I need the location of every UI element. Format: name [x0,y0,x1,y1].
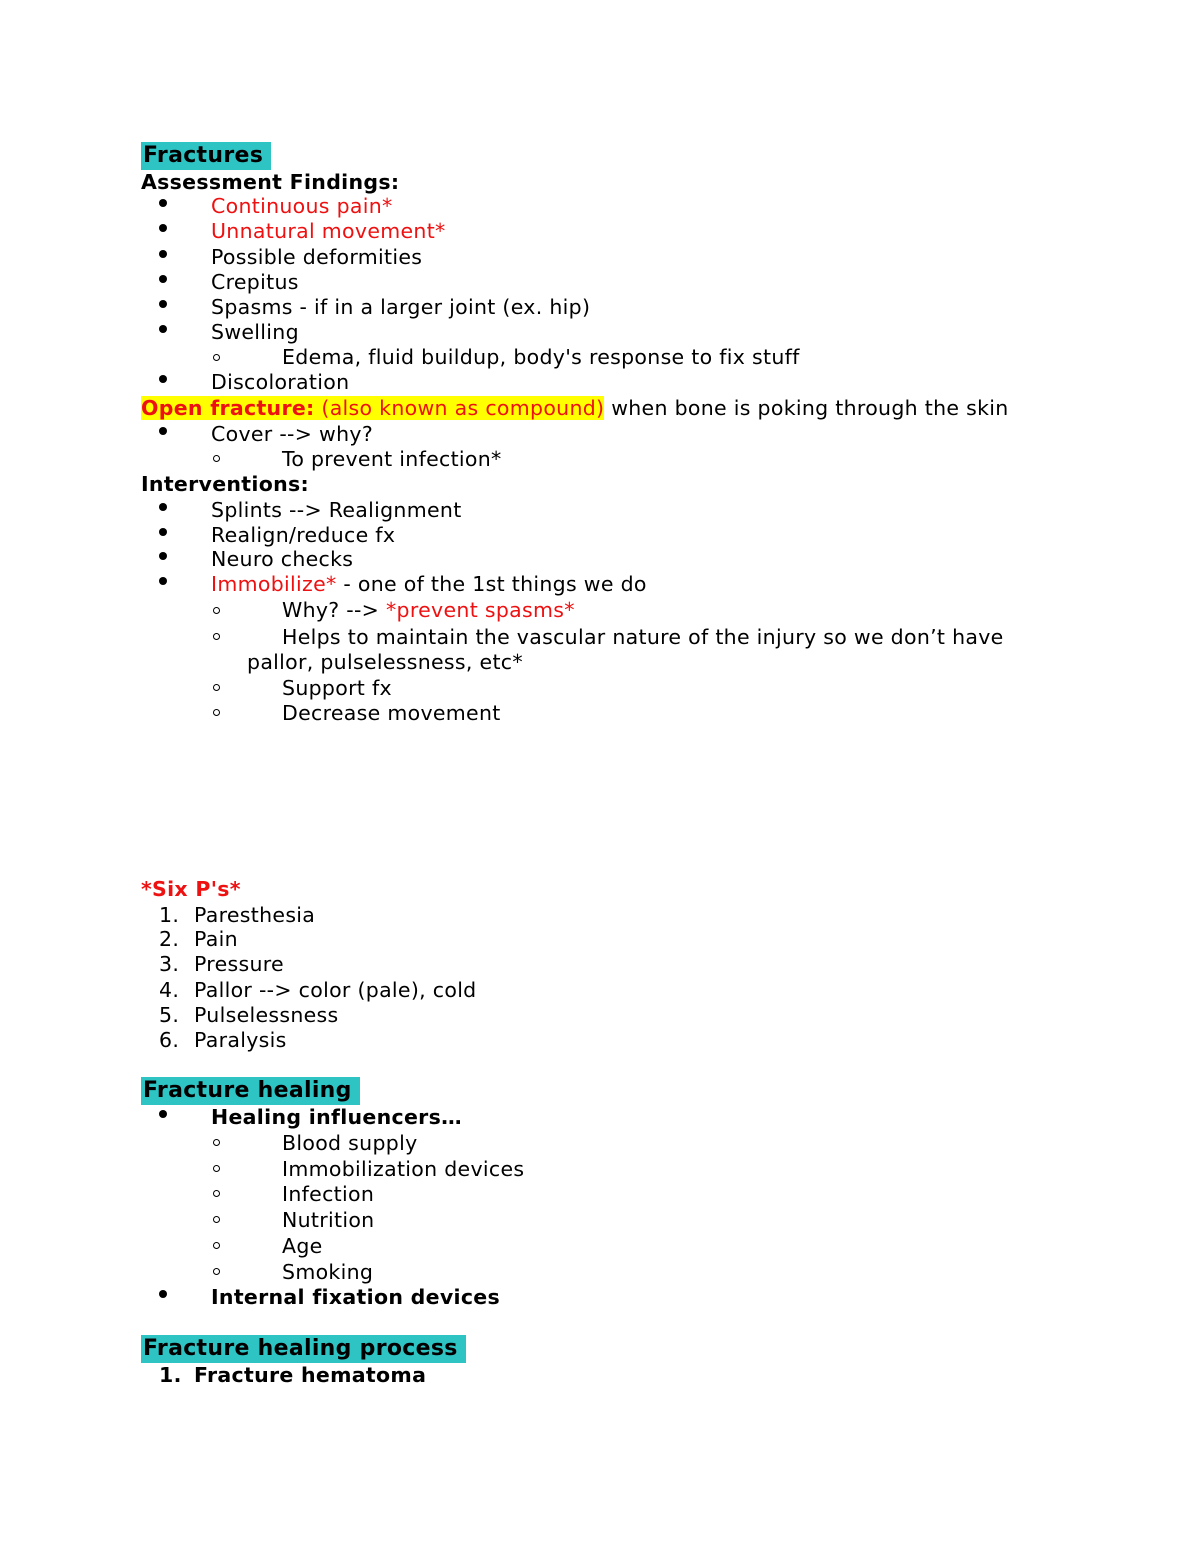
circle-bullet-icon [213,1216,220,1223]
fractures-heading [141,142,271,168]
document-page: Fractures Assessment Findings: Continuous pain* Unnatural movement* Possible deformities Crepitus Spasms - if in a larger joint (ex. hip) Swelling Edema, fluid buildup, body's response to fix stuff Discoloration Open fracture: (also known as compound) when bone is poking through the skin Cover --> why? To prevent infection* Interventions: Splints --> Realignment Realign/reduce fx Neuro checks Immobilize* - one of the 1st things we do Why? --> *prevent spasms* Helps to maintain the vascular nature of the injury so we don’t have pallor, pulselessness, etc* Support fx Decrease movement *Six P's* 1. Paresthesia 2. Pain 3. Pressure 4. Pallor --> color (pale), cold 5. Pulselessness 6. Paralysis Fracture healing Healing influencers… Blood supply Immobilization devices Infection Nutrition Age Smoking Internal fixation devices Fracture healing process 1. Fracture hematoma [141,143,1009,1387]
bullet-icon [159,275,167,283]
bullet-icon [159,528,167,536]
assessment-label: Assessment Findings: [141,170,400,194]
influencer-item: Age [282,1234,323,1258]
bullet-icon [159,552,167,560]
bullet-icon [159,427,167,435]
circle-bullet-icon [213,1268,220,1275]
six-ps-item-text: Pain [194,927,238,951]
immob-sub-helps: Helps to maintain the vascular nature of the injury so we don’t have [282,625,1004,649]
influencer-item: Immobilization devices [282,1157,525,1181]
influencers-label: Healing influencers… [211,1105,462,1129]
interventions-label: Interventions: [141,472,309,496]
bullet-icon [159,325,167,333]
circle-bullet-icon [213,1242,220,1249]
six-ps-item-text: Pallor --> color (pale), cold [194,978,477,1002]
why-text: Why? --> [282,598,380,622]
immobilize-red: Immobilize* [211,572,337,596]
bullet-icon [159,375,167,383]
assessment-item: Crepitus [211,270,299,294]
influencer-item: Smoking [282,1260,374,1284]
circle-bullet-icon [213,633,220,640]
six-ps-item-text: Paralysis [194,1028,287,1052]
bullet-icon [159,250,167,258]
circle-bullet-icon [213,684,220,691]
immob-sub-why [282,597,575,623]
swelling-sub-item: Edema, fluid buildup, body's response to fix stuff [282,345,800,369]
cover-sub-item: To prevent infection* [282,447,502,471]
bullet-icon [159,224,167,232]
six-ps-item-text: Paresthesia [194,903,316,927]
open-fracture-aka: (also known as compound) [321,396,605,420]
bullet-icon [159,503,167,511]
bullet-icon [159,199,167,207]
intervention-item: Realign/reduce fx [211,523,396,547]
immob-sub-helps-cont: pallor, pulselessness, etc* [247,650,523,674]
bullet-icon [159,1290,167,1298]
bullet-icon [159,577,167,585]
bullet-icon [159,1110,167,1118]
circle-bullet-icon [213,1165,220,1172]
immobilize-item [211,571,647,597]
immob-sub-decrease: Decrease movement [282,701,501,725]
immob-sub-support: Support fx [282,676,392,700]
assessment-item: Possible deformities [211,245,423,269]
assessment-item: Unnatural movement* [211,219,446,243]
cover-item: Cover --> why? [211,422,374,446]
healing-heading [141,1077,360,1103]
process-item-text: Fracture hematoma [194,1363,427,1387]
assessment-item: Spasms - if in a larger joint (ex. hip) [211,295,591,319]
circle-bullet-icon [213,455,220,462]
process-heading [141,1335,466,1361]
healing-heading-text: Fracture healing [141,1077,360,1105]
six-ps-item-text: Pressure [194,952,284,976]
influencer-item: Blood supply [282,1131,418,1155]
assessment-item: Continuous pain* [211,194,393,218]
internal-fixation: Internal fixation devices [211,1285,500,1309]
circle-bullet-icon [213,709,220,716]
circle-bullet-icon [213,354,220,361]
circle-bullet-icon [213,607,220,614]
circle-bullet-icon [213,1190,220,1197]
intervention-item: Neuro checks [211,547,354,571]
bullet-icon [159,300,167,308]
intervention-item: Splints --> Realignment [211,498,462,522]
circle-bullet-icon [213,1139,220,1146]
influencer-item: Nutrition [282,1208,375,1232]
immobilize-rest: - one of the 1st things we do [336,572,647,596]
why-red: *prevent spasms* [386,598,575,622]
assessment-item: Swelling [211,320,299,344]
fractures-heading-text: Fractures [141,142,271,170]
six-ps-item-text: Pulselessness [194,1003,339,1027]
influencer-item: Infection [282,1182,375,1206]
open-fracture-desc: when bone is poking through the skin [611,396,1009,420]
assessment-item: Discoloration [211,370,350,394]
process-heading-text: Fracture healing process [141,1335,466,1363]
open-fracture-label: Open fracture: [141,396,315,420]
open-fracture-line [141,395,1009,421]
open-fracture-highlight [141,396,604,420]
six-ps-heading: *Six P's* [141,877,241,901]
